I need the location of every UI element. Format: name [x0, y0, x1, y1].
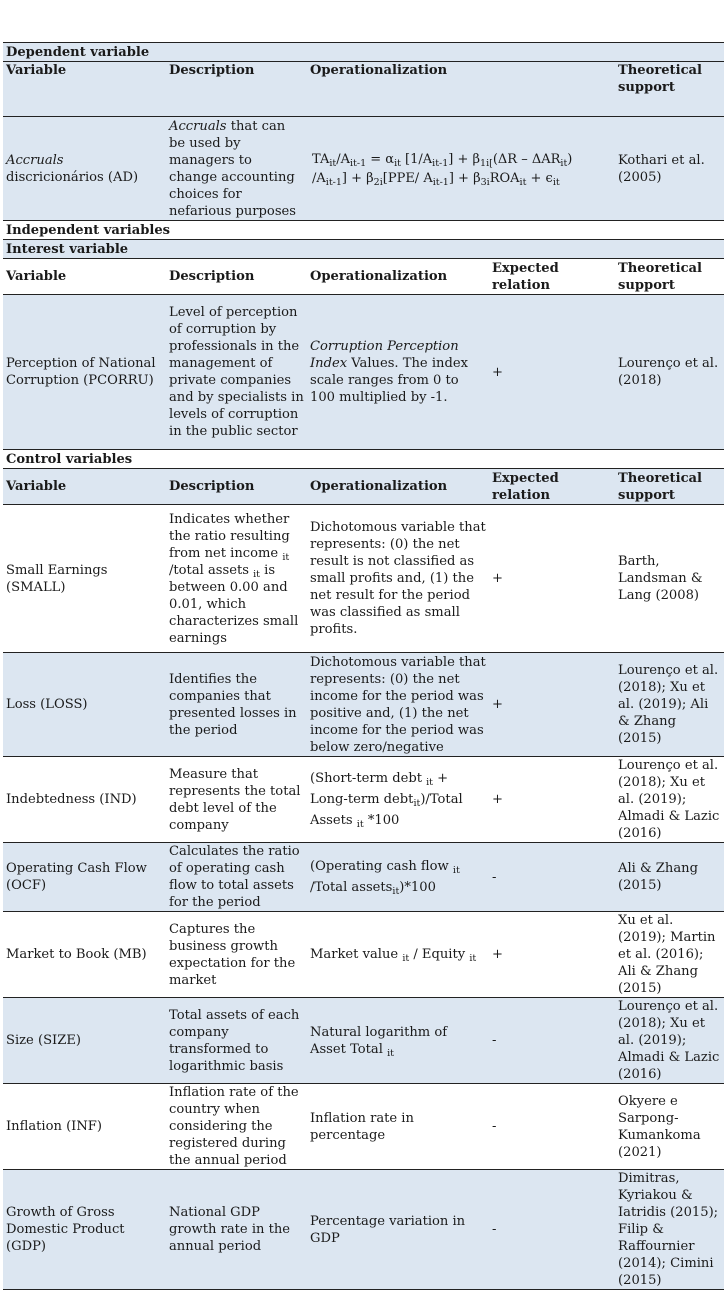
cell-support: Dimitras, Kyriakou & Iatridis (2015); Filip & Raffournier (2014); Cimini (2015): [615, 1170, 724, 1290]
header-description: Description: [166, 62, 307, 117]
cell-expected: -: [489, 998, 615, 1084]
cell-variable: Small Earnings (SMALL): [3, 505, 166, 653]
cell-description: Captures the business growth expectation for the market: [166, 912, 307, 998]
cell-formula: $TA_{it}/A_{it-1} = \alpha_{it}$ $[1/A_{it-1}] + \beta_{1i[}(\Delta R - \Delta AR_{it})$ $/A_{it-1}] + \beta_{2i}[PPE/$ $A_{it-1}] + \beta_{3i}ROA_{it} + \epsilon_{it}$: [307, 117, 615, 221]
cell-expected: -: [489, 1170, 615, 1290]
row-size: [3, 998, 724, 1084]
cell-description: Indicates whether the ratio resulting from net income $_{it}$ /total assets $_{it}$ is between 0.00 and 0.01, which characterizes small earnings: [166, 505, 307, 653]
section-independent: [3, 221, 724, 240]
cell-operationalization: Market value $_{it}$ / Equity $_{it}$: [307, 912, 489, 998]
cell-expected: +: [489, 912, 615, 998]
cell-variable: Perception of National Corruption (PCORRU): [3, 295, 166, 450]
cell-description: Calculates the ratio of operating cash flow to total assets for the period: [166, 843, 307, 912]
cell-operationalization: (Operating cash flow $_{it}$ /Total assets$_{it}$)*100: [307, 843, 489, 912]
header-description: Description: [166, 259, 307, 295]
header-operationalization: Operationalization: [307, 259, 489, 295]
cell-support: Lourenço et al. (2018); Xu et al. (2019); Ali & Zhang (2015): [615, 653, 724, 757]
header-row-dependent: [3, 62, 724, 117]
header-description: Description: [166, 469, 307, 505]
cell-description: Accruals that can be used by managers to change accounting choices for nefarious purposes: [166, 117, 307, 221]
header-theoretical-support: Theoretical support: [615, 469, 724, 505]
cell-support: Lourenço et al. (2018); Xu et al. (2019); Almadi & Lazic (2016): [615, 757, 724, 843]
cell-operationalization: Percentage variation in GDP: [307, 1170, 489, 1290]
header-theoretical-support: Theoretical support: [615, 62, 724, 117]
cell-description: National GDP growth rate in the annual period: [166, 1170, 307, 1290]
row-inf: [3, 1084, 724, 1170]
cell-expected: +: [489, 505, 615, 653]
section-control: [3, 450, 724, 469]
cell-support: Lourenço et al. (2018); Xu et al. (2019); Almadi & Lazic (2016): [615, 998, 724, 1084]
cell-operationalization: Dichotomous variable that represents: (0) the net income for the period was positive and, (1) the net income for the period was below zero/negative: [307, 653, 489, 757]
row-gdp: [3, 1170, 724, 1290]
cell-operationalization: (Short-term debt $_{it}$ + Long-term debt$_{it}$)/Total Assets $_{it}$ *100: [307, 757, 489, 843]
cell-support: Ali & Zhang (2015): [615, 843, 724, 912]
cell-expected: -: [489, 1084, 615, 1170]
header-variable: Variable: [3, 469, 166, 505]
variables-table: [3, 42, 724, 1290]
cell-variable: Inflation (INF): [3, 1084, 166, 1170]
cell-expected: +: [489, 757, 615, 843]
cell-description: Inflation rate of the country when considering the registered during the annual period: [166, 1084, 307, 1170]
row-ind: [3, 757, 724, 843]
row-pcorru: [3, 295, 724, 450]
cell-support: Okyere e Sarpong-Kumankoma (2021): [615, 1084, 724, 1170]
row-loss: [3, 653, 724, 757]
header-expected-relation: Expected relation: [489, 469, 615, 505]
row-ocf: [3, 843, 724, 912]
section-dependent: [3, 43, 724, 62]
header-operationalization: Operationalization: [307, 469, 489, 505]
cell-description: Total assets of each company transformed to logarithmic basis: [166, 998, 307, 1084]
cell-variable: Growth of Gross Domestic Product (GDP): [3, 1170, 166, 1290]
cell-expected: +: [489, 295, 615, 450]
cell-expected: +: [489, 653, 615, 757]
section-interest: [3, 240, 724, 259]
cell-support: Lourenço et al. (2018): [615, 295, 724, 450]
cell-variable: Operating Cash Flow (OCF): [3, 843, 166, 912]
cell-operationalization: Inflation rate in percentage: [307, 1084, 489, 1170]
section-control-label: Control variables: [3, 450, 724, 469]
header-variable: Variable: [3, 62, 166, 117]
cell-description: Measure that represents the total debt level of the company: [166, 757, 307, 843]
cell-variable: Market to Book (MB): [3, 912, 166, 998]
cell-operationalization: Dichotomous variable that represents: (0) the net result is not classified as small profits and, (1) the net result for the period was classified as small profits.: [307, 505, 489, 653]
row-mb: [3, 912, 724, 998]
cell-variable: Indebtedness (IND): [3, 757, 166, 843]
header-operationalization: Operationalization: [307, 62, 615, 117]
cell-support: Barth, Landsman & Lang (2008): [615, 505, 724, 653]
cell-variable: Size (SIZE): [3, 998, 166, 1084]
cell-expected: -: [489, 843, 615, 912]
row-accruals: [3, 117, 724, 221]
header-expected-relation: Expected relation: [489, 259, 615, 295]
cell-support: Kothari et al. (2005): [615, 117, 724, 221]
cell-variable: Loss (LOSS): [3, 653, 166, 757]
cell-variable: Accruals discricionários (AD): [3, 117, 166, 221]
row-small: [3, 505, 724, 653]
cell-operationalization: Natural logarithm of Asset Total $_{it}$: [307, 998, 489, 1084]
header-row-control: [3, 469, 724, 505]
section-dependent-label: Dependent variable: [3, 43, 724, 62]
section-independent-label: Independent variables: [3, 221, 724, 240]
cell-description: Identifies the companies that presented losses in the period: [166, 653, 307, 757]
header-theoretical-support: Theoretical support: [615, 259, 724, 295]
cell-support: Xu et al. (2019); Martin et al. (2016); Ali & Zhang (2015): [615, 912, 724, 998]
variables-table-container: [3, 42, 724, 1290]
header-row-interest: [3, 259, 724, 295]
cell-operationalization: Corruption Perception Index Values. The index scale ranges from 0 to 100 multiplied by -1.: [307, 295, 489, 450]
header-variable: Variable: [3, 259, 166, 295]
cell-description: Level of perception of corruption by professionals in the management of private companies and by specialists in levels of corruption in the public sector: [166, 295, 307, 450]
section-interest-label: Interest variable: [3, 240, 724, 259]
